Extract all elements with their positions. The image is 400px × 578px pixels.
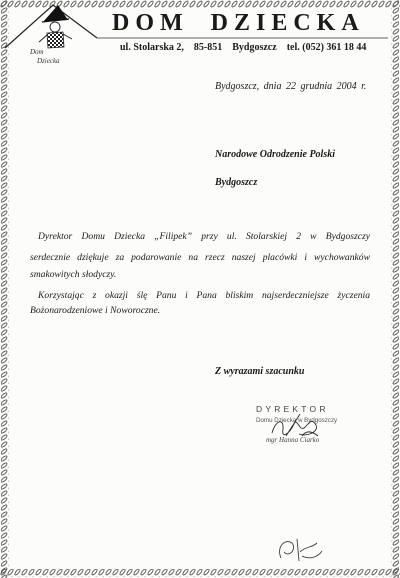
border-bottom <box>0 569 400 577</box>
body-paragraph-1-line-3: smakowitych słodyczy. <box>30 269 117 280</box>
recipient-city: Bydgoszcz <box>215 177 258 188</box>
logo-text-dom: Dom <box>30 48 44 56</box>
closing-phrase: Z wyrazami szacunku <box>215 366 305 377</box>
body-paragraph-2-line-1: Korzystając z okazji ślę Panu i Pana bliskim najserdeczniejsze życzenia <box>38 290 370 301</box>
address-phone: tel. (052) 361 18 44 <box>286 42 367 53</box>
letterhead-address <box>120 42 366 54</box>
address-postal-code: 85-851 <box>193 42 223 53</box>
stamp-title: DYREKTOR <box>256 404 329 414</box>
body-paragraph-1-line-2: serdecznie dziękuje za podarowanie na rzecz naszej placówki i wychowanków <box>30 252 370 263</box>
address-street: ul. Stolarska 2, <box>120 42 184 53</box>
letterhead-title: DOM DZIECKA <box>112 10 365 36</box>
border-left <box>1 0 9 578</box>
stamp-institution: Domu Dziecka w Bydgoszczy <box>256 417 338 424</box>
border-right <box>391 0 399 578</box>
body-paragraph-1-line-1: Dyrektor Domu Dziecka „Filipek” przy ul. Stolarskiej 2 w Bydgoszczy <box>38 231 370 242</box>
child-figure-icon <box>39 5 72 48</box>
logo-text-dziecka: Dziecka <box>37 57 60 65</box>
body-paragraph-2-line-2: Bożonarodzeniowe i Noworoczne. <box>30 305 161 316</box>
date-line: Bydgoszcz, dnia 22 grudnia 2004 r. <box>215 81 367 92</box>
recipient-name: Narodowe Odrodzenie Polski <box>215 149 335 160</box>
address-city: Bydgoszcz <box>232 42 277 53</box>
stamp-name: mgr Hanna Ciarko <box>266 436 320 444</box>
